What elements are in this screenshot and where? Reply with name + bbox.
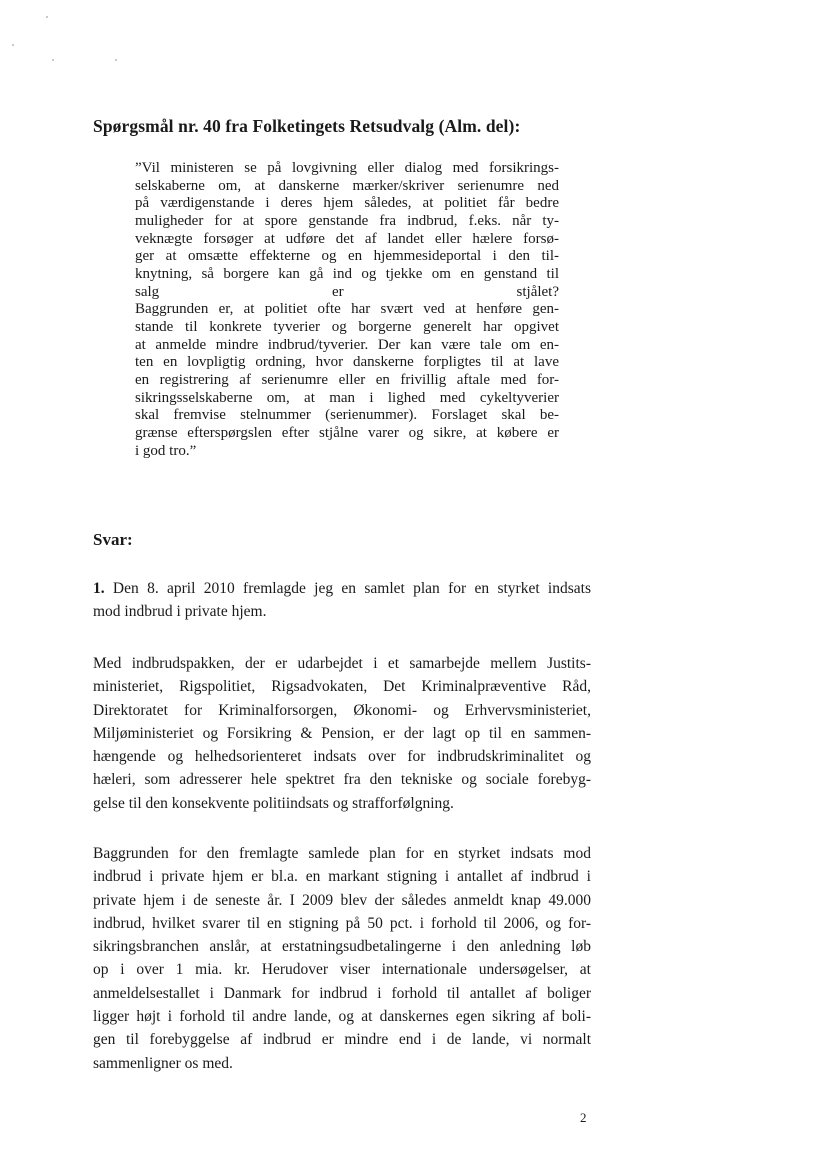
paragraph-line: ligger højt i forhold til andre lande, og at danskernes egen sikring af boli- (93, 1008, 591, 1026)
quote-line: veknægte forsøger at udføre det af landet eller hælere forsø- (135, 230, 559, 247)
scan-speck (46, 16, 48, 18)
paragraph-line: Direktoratet for Kriminalforsorgen, Økonomi- og Erhvervsministeriet, (93, 701, 591, 719)
quote-line: sikringsselskaberne om, at man i lighed med cykeltyverier (135, 389, 559, 406)
answer-paragraph-3 (93, 842, 591, 1075)
paragraph-number: 1. (93, 580, 105, 597)
quote-line: salg er stjålet? (135, 283, 559, 300)
paragraph-line: hæleri, som adresserer hele spektret fra den tekniske og sociale forebyg- (93, 771, 591, 789)
paragraph-line: Miljøministeriet og Forsikring & Pension, er der lagt op til en sammen- (93, 724, 591, 742)
paragraph-line: anmeldelsestallet i Danmark for indbrud i forhold til antallet af boliger (93, 984, 591, 1002)
paragraph-line: mod indbrud i private hjem. (93, 603, 267, 621)
paragraph-line: Med indbrudspakken, der er udarbejdet i et samarbejde mellem Justits- (93, 655, 591, 672)
quote-line: på værdigenstande i deres hjem således, at politiet får bedre (135, 195, 559, 212)
paragraph-line: gen til forebyggelse af indbrud er mindre end i de lande, vi normalt (93, 1031, 591, 1049)
paragraph-line: hængende og helhedsorienteret indsats over for indbrudskriminalitet og (93, 748, 591, 766)
paragraph-line: op i over 1 mia. kr. Herudover viser internationale undersøgelser, at (93, 961, 591, 979)
scan-speck (115, 59, 117, 61)
paragraph-line: gelse til den konsekvente politiindsats og strafforfølgning. (93, 794, 454, 812)
scan-speck (52, 59, 54, 61)
page-number: 2 (580, 1110, 587, 1125)
question-quote (135, 160, 559, 460)
paragraph-line (93, 577, 591, 600)
quote-line: at anmelde mindre indbrud/tyverier. Der kan være tale om en- (135, 336, 559, 353)
quote-line: grænse efterspørgslen efter stjålne varer og sikre, at købere er (135, 424, 559, 441)
quote-line: knytning, så borgere kan gå ind og tjekke om en genstand til (135, 265, 559, 282)
answer-paragraph-2 (93, 652, 591, 815)
question-heading: Spørgsmål nr. 40 fra Folketingets Retsudvalg (Alm. del): (93, 116, 521, 136)
quote-line: skal fremvise stelnummer (serienummer). Forslaget skal be- (135, 407, 559, 424)
paragraph-line: indbrud i private hjem er bl.a. en markant stigning i antallet af indbrud i (93, 868, 591, 886)
quote-line: selskaberne om, at danskerne mærker/skriver serienumre ned (135, 177, 559, 194)
paragraph-line: Baggrunden for den fremlagte samlede plan for en styrket indsats mod (93, 845, 591, 862)
answer-paragraph-1 (93, 577, 591, 624)
quote-line: stande til konkrete tyverier og borgerne generelt har opgivet (135, 318, 559, 335)
quote-line: ten en lovpligtig ordning, hvor danskerne forpligtes til at lave (135, 354, 559, 371)
scan-speck (12, 44, 14, 46)
quote-line: muligheder for at spore genstande fra indbrud, f.eks. når ty- (135, 212, 559, 229)
paragraph-line: indbrud, hvilket svarer til en stigning på 50 pct. i forhold til 2006, og for- (93, 914, 591, 932)
paragraph-line: sammenligner os med. (93, 1054, 233, 1072)
paragraph-line: sikringsbranchen anslår, at erstatningsudbetalingerne i den anledning løb (93, 938, 591, 956)
paragraph-line: ministeriet, Rigspolitiet, Rigsadvokaten, Det Kriminalpræventive Råd, (93, 678, 591, 696)
quote-line: ”Vil ministeren se på lovgivning eller dialog med forsikrings- (135, 160, 559, 176)
quote-line: ger at omsætte effekterne og en hjemmesideportal i den til- (135, 248, 559, 265)
quote-line: Baggrunden er, at politiet ofte har svært ved at henføre gen- (135, 301, 559, 318)
answer-heading: Svar: (93, 530, 133, 549)
paragraph-text: Den 8. april 2010 fremlagde jeg en samlet plan for en styrket indsats (104, 580, 591, 597)
paragraph-line: private hjem i de seneste år. I 2009 blev der således anmeldt knap 49.000 (93, 891, 591, 909)
quote-line: i god tro.” (135, 442, 197, 459)
quote-line: en registrering af serienumre eller en frivillig aftale med for- (135, 371, 559, 388)
